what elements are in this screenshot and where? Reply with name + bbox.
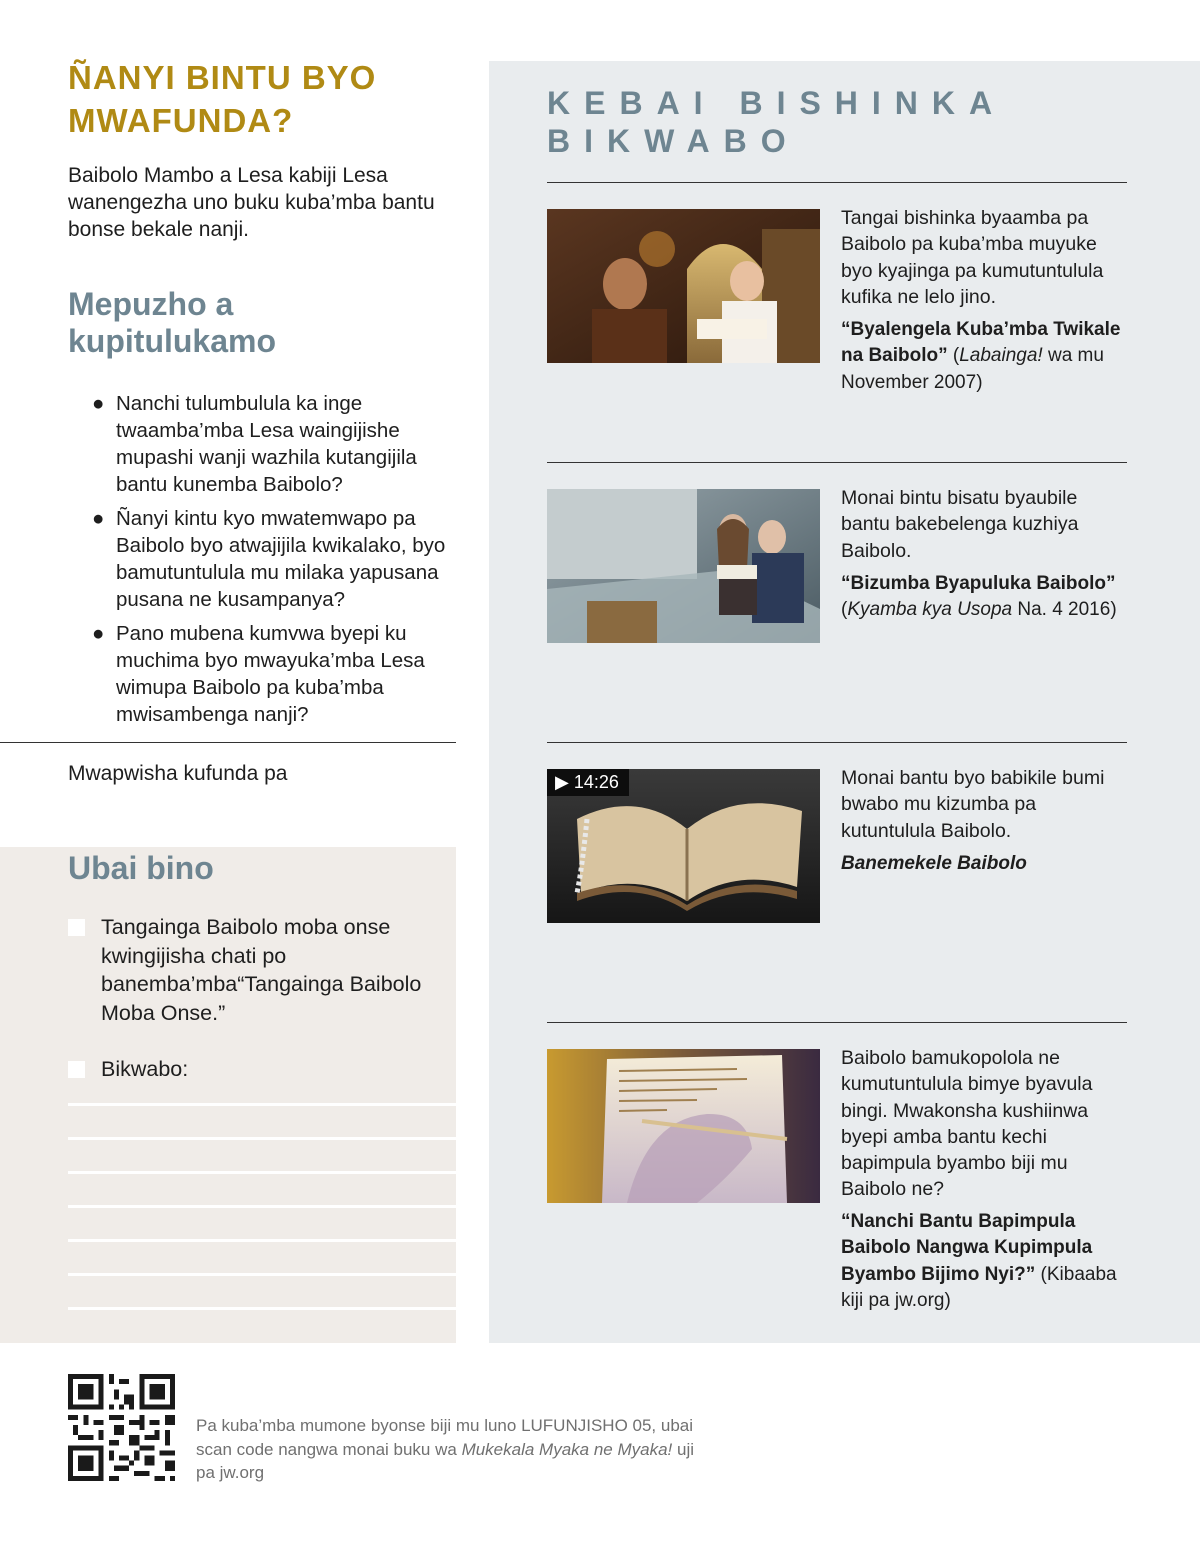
divider (547, 1022, 1127, 1023)
todo-title: Ubai bino (68, 850, 214, 886)
item-reference[interactable]: Banemekele Baibolo (841, 853, 1027, 874)
write-line[interactable] (68, 1273, 456, 1276)
video-duration-badge: ▶ 14:26 (547, 769, 629, 796)
item-description: Baibolo bamukopolola ne kumutuntulula bimye byavula bingi. Mwakonsha kushiinwa byepi amba bantu kechi bapimpula byambo biji mu Baibolo ne? (841, 1047, 1093, 1201)
divider (0, 742, 456, 743)
question-text: Pano mubena kumvwa byepi ku muchima byo mwayuka’mba Lesa wimupa Baibolo pa kuba’mba mwisambenga nanji? (116, 622, 425, 726)
divider (547, 462, 1127, 463)
write-line[interactable] (68, 1171, 456, 1174)
play-icon: ▶ (555, 772, 574, 792)
article-thumbnail[interactable] (547, 1049, 820, 1203)
write-line[interactable] (68, 1205, 456, 1208)
item-description: Tangai bishinka byaamba pa Baibolo pa kuba’mba muyuke byo kyajinga pa kumutuntulula kufika ne lelo jino. (841, 207, 1104, 308)
footer-text: Pa kuba’mba mumone byonse biji mu luno LUFUNJISHO 05, ubai scan code nangwa monai buku wa Mukekala Myaka ne Myaka! uji pa jw.org (196, 1416, 694, 1482)
item-reference[interactable]: “Nanchi Bantu Bapimpula Baibolo Nangwa Kupimpula Byambo Bijimo Nyi?” (Kibaaba kiji pa jw.org) (841, 1211, 1117, 1311)
summary-text: Baibolo Mambo a Lesa kabiji Lesa wanengezha uno buku kuba’mba bantu bonse bekale nanji. (68, 164, 435, 241)
divider (547, 182, 1127, 183)
write-line[interactable] (68, 1137, 456, 1140)
review-title: Mepuzho a kupitulukamo (68, 286, 277, 359)
item-description: Monai bantu byo babikile bumi bwabo mu kizumba pa kutuntulula Baibolo. (841, 767, 1105, 842)
more-info-title: KEBAI BISHINKA BIKWABO (547, 85, 1007, 159)
divider (547, 742, 1127, 743)
article-thumbnail[interactable] (547, 489, 820, 643)
review-question (92, 390, 462, 498)
checkbox-icon[interactable] (68, 919, 85, 936)
summary-title: ÑANYI BINTU BYO MWAFUNDA? (68, 59, 377, 139)
write-line[interactable] (68, 1239, 456, 1242)
write-line[interactable] (68, 1103, 456, 1106)
write-line[interactable] (68, 1307, 456, 1310)
video-thumbnail[interactable] (547, 769, 820, 923)
item-reference[interactable]: “Byalengela Kuba’mba Twikale na Baibolo” (Labainga! wa mu November 2007) (841, 319, 1121, 393)
question-text: Ñanyi kintu kyo mwatemwapo pa Baibolo byo atwajijila kwikalako, byo bamutuntulula mu milaka yapusana pusana ne kusampanya? (116, 507, 446, 611)
qr-code[interactable] (68, 1374, 175, 1481)
question-text: Nanchi tulumbulula ka inge twaamba’mba Lesa waingijishe mupashi wanji wazhila kutangijila bantu kunemba Baibolo? (116, 392, 417, 496)
bullet-icon: ● (92, 507, 105, 530)
article-thumbnail[interactable] (547, 209, 820, 363)
finished-label: Mwapwisha kufunda pa (68, 762, 288, 785)
review-question (92, 505, 462, 613)
review-question (92, 620, 462, 728)
bullet-icon: ● (92, 392, 105, 415)
bullet-icon: ● (92, 622, 105, 645)
checkbox-icon[interactable] (68, 1061, 85, 1078)
review-questions (92, 390, 462, 735)
todo-item-text: Tangainga Baibolo moba onse kwingijisha chati po banemba’mba“Tangainga Baibolo Moba Onse.” (101, 915, 422, 1025)
todo-item-text: Bikwabo: (101, 1057, 189, 1081)
item-description: Monai bintu bisatu byaubile bantu bakebelenga kuzhiya Baibolo. (841, 487, 1079, 562)
item-reference[interactable]: “Bizumba Byapuluka Baibolo” (Kyamba kya Usopa Na. 4 2016) (841, 573, 1117, 621)
